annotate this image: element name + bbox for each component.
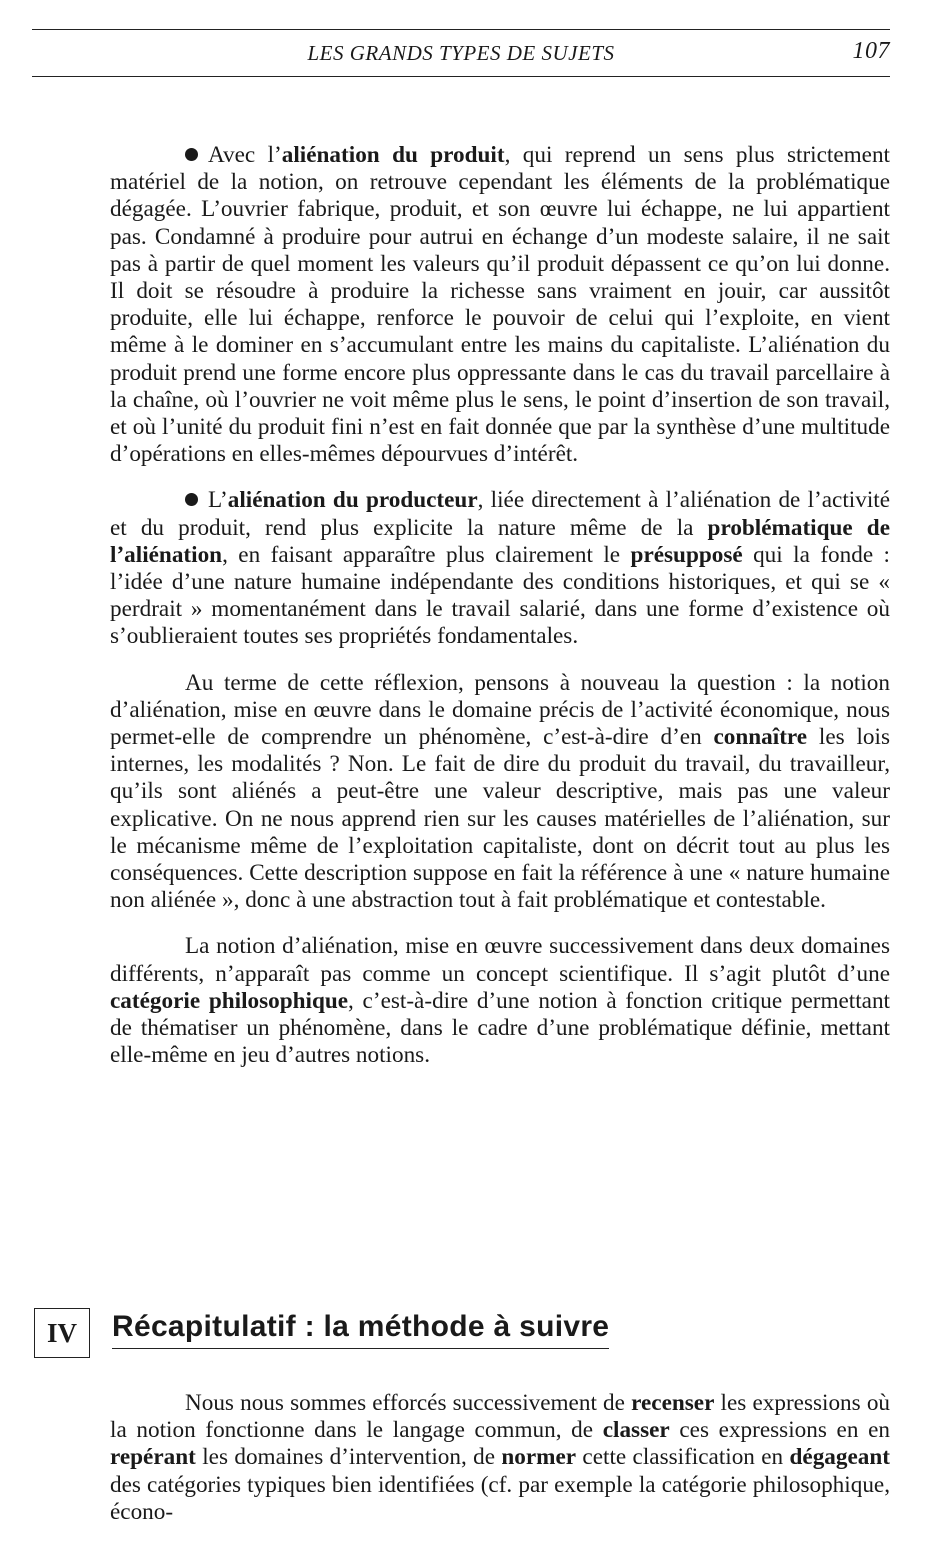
section-text bbox=[110, 1390, 890, 1526]
text-run: les domaines d’intervention, de bbox=[195, 1444, 502, 1471]
bold-term: dégageant bbox=[789, 1444, 890, 1471]
bold-term: catégorie philosophique bbox=[110, 987, 349, 1014]
bold-term: présupposé bbox=[630, 541, 743, 568]
section-number: IV bbox=[34, 1308, 90, 1358]
text-run: qui la fonde : l’idée d’une nature humaine indépendante des conditions historiques, et qui se « perdrait » momentanément dans le travail salarié, dans une forme d’existence où s’oublieraient toutes ses propriétés fondamentales. bbox=[110, 541, 891, 650]
text-run: les lois internes, les modalités ? Non. Le fait de dire du produit du travail, du travailleur, qu’ils sont aliénés a peut-être une valeur descriptive, mais pas une valeur explicative. On ne nous apprend rien sur les causes matérielles de l’aliénation, sur le mécanisme même de l’exploitation capitaliste, dont on décrit tout au plus les conséquences. Cette description suppose en fait la référence à une « nature humaine non aliénée », donc à une abstraction tout à fait problématique et contestable. bbox=[110, 724, 890, 914]
text-run: , en faisant apparaître plus clairement le bbox=[222, 541, 631, 568]
text-run: Au terme de cette réflexion, pensons à nouveau la question : la notion d’aliénation, mise en œuvre dans le domaine précis de l’activité économique, nous permet-elle de comprendre un phénomène, c’est-à-dire d’en bbox=[110, 669, 890, 751]
page-number: 107 bbox=[852, 38, 890, 64]
bold-term: repérant bbox=[110, 1444, 196, 1471]
paragraph-methode bbox=[110, 1390, 890, 1526]
running-title: LES GRANDS TYPES DE SUJETS bbox=[307, 41, 615, 65]
text-run: des catégories typiques bien identifiées (cf. par exemple la catégorie philosophique, écono- bbox=[110, 1471, 890, 1525]
section-heading bbox=[34, 1308, 890, 1360]
header-top-rule bbox=[32, 29, 890, 30]
text-run: cette classification en bbox=[576, 1444, 790, 1471]
paragraph-alienation-producteur bbox=[110, 487, 890, 650]
text-run: Avec l’ bbox=[208, 142, 282, 168]
text-run: Nous nous sommes efforcés successivement de bbox=[185, 1390, 632, 1416]
bold-term: classer bbox=[602, 1417, 670, 1444]
text-run: La notion d’aliénation, mise en œuvre successivement dans deux domaines différents, n’apparaît pas comme un concept scientifique. Il s’agit plutôt d’une bbox=[110, 933, 890, 987]
bold-term: problématique de l’aliénation bbox=[110, 514, 890, 568]
text-run: ces expressions en en bbox=[669, 1417, 890, 1444]
bold-term: aliénation du producteur bbox=[227, 487, 478, 514]
bold-term: connaître bbox=[713, 724, 808, 751]
text-run: , c’est-à-dire d’une notion à fonction critique permettant de thématiser un phénomène, dans le cadre d’une problématique définie, mettant elle-même en jeu d’autres notions. bbox=[110, 987, 891, 1069]
paragraph-categorie bbox=[110, 933, 890, 1069]
text-run: L’ bbox=[208, 487, 228, 514]
running-head bbox=[32, 38, 890, 68]
text-run: , liée directement à l’aliénation de l’activité et du produit, rend plus explicite la nature même de la bbox=[110, 487, 890, 541]
bold-term: normer bbox=[501, 1444, 577, 1471]
main-text bbox=[110, 142, 890, 1089]
paragraph-alienation-produit bbox=[110, 142, 890, 468]
bullet-icon bbox=[185, 148, 198, 161]
paragraph-reflexion bbox=[110, 670, 890, 915]
bold-term: recenser bbox=[631, 1390, 715, 1416]
text-run: les expressions où la notion fonctionne dans le langage commun, de bbox=[110, 1390, 891, 1444]
header-bottom-rule bbox=[32, 76, 890, 77]
text-run: , qui reprend un sens plus strictement matériel de la notion, on retrouve cependant les éléments de la problématique dégagée. L’ouvrier fabrique, produit, et son œuvre lui échappe, ne lui appartient pas. Condamné à produire pour autrui en échange d’un modeste salaire, il ne sait pas à partir de quel moment les valeurs qu’il produit dépassent ce qu’on lui donne. Il doit se résoudre à produire la richesse sans vraiment en jouir, car aussitôt produite, elle lui échappe, renforce le pouvoir de celui qui l’exploite, en vient même à le dominer en s’accumulant entre les mains du capitaliste. L’aliénation du produit prend une forme encore plus oppressante dans le cas du travail parcellaire à la chaîne, où l’ouvrier ne voit même plus le sens, le point d’insertion de son travail, et où l’unité du produit fini n’est en fait donnée que par la synthèse d’une multitude d’opérations en elles-mêmes dépourvues d’intérêt. bbox=[110, 142, 890, 468]
section-title: Récapitulatif : la méthode à suivre bbox=[112, 1310, 609, 1349]
bold-term: aliénation du produit bbox=[281, 142, 505, 168]
bullet-icon bbox=[185, 493, 198, 506]
